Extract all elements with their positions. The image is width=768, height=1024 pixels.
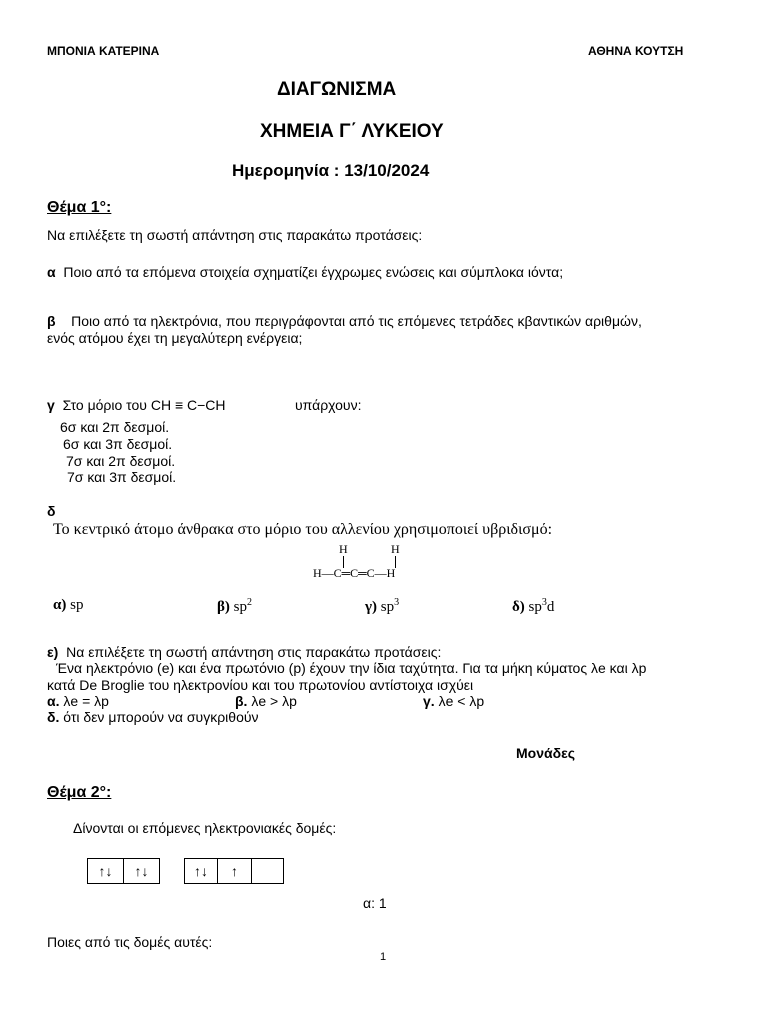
question-a (47, 264, 563, 280)
option-d-b: β) $sp^2$ (217, 597, 252, 615)
option-e-b: β. λe > λp (235, 693, 297, 709)
option-g-2: 6σ και 3π δεσμοί. (63, 436, 173, 452)
orbital-box-5 (251, 858, 284, 884)
subject-title: ΧΗΜΕΙΑ Γ΄ ΛΥΚΕΙΟΥ (260, 121, 444, 142)
orbital-box-4: ↑ (217, 858, 252, 884)
question-g-label: γ (47, 397, 55, 413)
question-g-suffix: υπάρχουν: (295, 397, 362, 413)
exam-title: ΔΙΑΓΩΝΙΣΜΑ (277, 79, 397, 100)
orbital-caption: α: 1 (363, 895, 387, 911)
question-e-label: ε) (47, 644, 59, 660)
date-value: 13/10/2024 (344, 161, 430, 180)
option-d-d: δ) $sp^3d$ (512, 597, 555, 615)
option-d-a: α) sp (53, 597, 84, 613)
question-a-text: Ποιο από τα επόμενα στοιχεία σχηματίζει έγχρωμες ενώσεις και σύμπλοκα ιόντα; (63, 264, 564, 280)
thema2-intro: Δίνονται οι επόμενες ηλεκτρονιακές δομές: (73, 820, 337, 836)
option-e-g: γ. λe < λp (423, 693, 485, 709)
date-label: Ημερομηνία : (232, 161, 340, 180)
orbital-box-3: ↑↓ (184, 858, 218, 884)
question-b (47, 313, 642, 329)
thema1-heading: Θέμα 1°: (47, 199, 112, 216)
option-d-g: γ) $sp^3$ (365, 597, 400, 615)
question-g-text: Στο μόριο του CH ≡ C−CH (62, 397, 226, 413)
allene-chain: H—C═C═C—H (313, 566, 396, 580)
question-d-text: Το κεντρικό άτομο άνθρακα στο μόριο του αλλενίου χρησιμοποιεί υβριδισμό: (53, 521, 553, 538)
option-g-1: 6σ και 2π δεσμοί. (60, 419, 170, 435)
author-right: ΑΘΗΝΑ ΚΟΥΤΣΗ (588, 44, 684, 58)
orbital-box-2: ↑↓ (123, 858, 160, 884)
thema1-instruction: Να επιλέξετε τη σωστή απάντηση στις παρακάτω προτάσεις: (47, 227, 423, 243)
option-e-a: α. λe = λp (47, 693, 109, 709)
question-e-line1: Ένα ηλεκτρόνιο (e) και ένα πρωτόνιο (p) έχουν την ίδια ταχύτητα. Για τα μήκη κύματος λe και λp (56, 660, 647, 676)
thema2-question: Ποιες από τις δομές αυτές: (47, 934, 213, 950)
question-g (47, 397, 226, 413)
question-b-line2: ενός ατόμου έχει τη μεγαλύτερη ενέργεια; (47, 330, 303, 346)
author-left: ΜΠΟΝΙΑ ΚΑΤΕΡΙΝΑ (47, 44, 160, 58)
question-d-label: δ (47, 503, 56, 519)
question-b-line1: Ποιο από τα ηλεκτρόνια, που περιγράφονται από τις επόμενες τετράδες κβαντικών αριθμών, (71, 313, 642, 329)
points-label: Μονάδες (516, 745, 576, 761)
question-a-label: α (47, 264, 56, 280)
option-g-4: 7σ και 3π δεσμοί. (67, 469, 177, 485)
option-e-d: δ. ότι δεν μπορούν να συγκριθούν (47, 709, 259, 725)
allene-h-top-2: H (391, 542, 400, 556)
option-g-3: 7σ και 2π δεσμοί. (66, 453, 176, 469)
question-b-label: β (47, 313, 56, 329)
question-e (47, 644, 441, 660)
question-e-instruction: Να επιλέξετε τη σωστή απάντηση στις παρακάτω προτάσεις: (66, 644, 442, 660)
thema2-heading: Θέμα 2°: (47, 784, 112, 801)
question-e-line2: κατά De Broglie του ηλεκτρονίου και του πρωτονίου αντίστοιχα ισχύει (47, 677, 474, 693)
allene-h-top-1: H (339, 542, 348, 556)
page-number: 1 (380, 951, 387, 963)
date-line (232, 161, 429, 181)
orbital-box-1: ↑↓ (87, 858, 124, 884)
